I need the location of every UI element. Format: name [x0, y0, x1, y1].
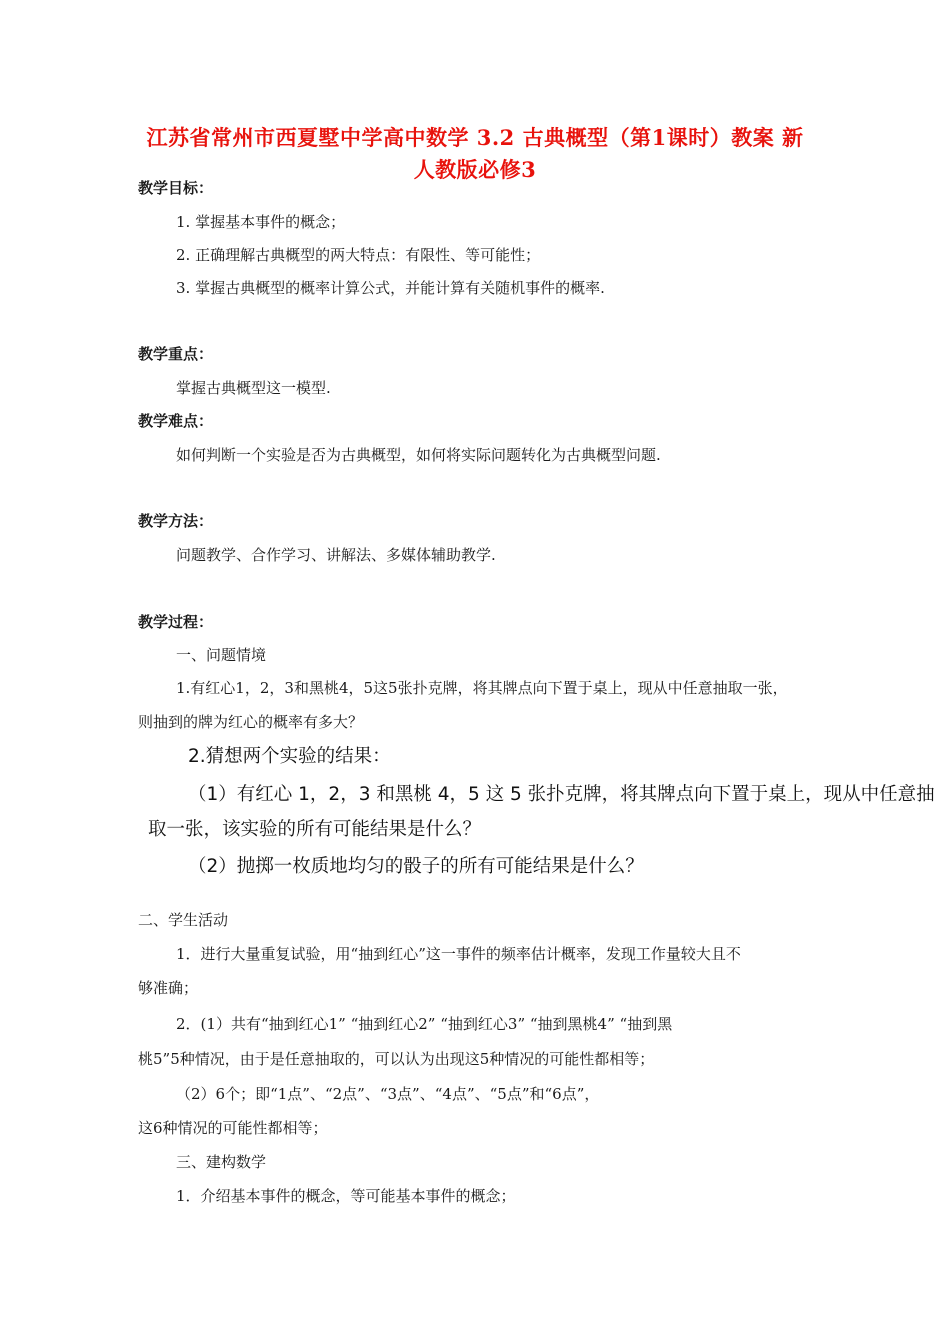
title-line-1: 江苏省常州市西夏墅中学高中数学 3.2 古典概型（第1课时）教案 新	[146, 125, 804, 150]
key-point-text: 掌握古典概型这一模型.	[176, 379, 331, 397]
method-text: 问题教学、合作学习、讲解法、多媒体辅助教学.	[176, 546, 496, 564]
title-line-2: 人教版必修3	[413, 157, 537, 182]
question-text: 则抽到的牌为红心的概率有多大？	[138, 713, 364, 731]
objective-item: 1. 掌握基本事件的概念；	[176, 213, 346, 231]
question-text: （2）抛掷一枚质地均匀的骰子的所有可能结果是什么？	[188, 856, 644, 877]
process-heading: 教学过程：	[138, 613, 214, 631]
objective-item: 3. 掌握古典概型的概率计算公式，并能计算有关随机事件的概率.	[176, 279, 605, 297]
activity-text: 2．(1）共有“抽到红心1” “抽到红心2” “抽到红心3” “抽到黑桃4” “抽到黑	[176, 1015, 673, 1033]
difficulty-text: 如何判断一个实验是否为古典概型，如何将实际问题转化为古典概型问题.	[176, 446, 661, 464]
activity-text: 这6种情况的可能性都相等；	[138, 1119, 328, 1137]
objective-item: 2. 正确理解古典概型的两大特点：有限性、等可能性；	[176, 246, 541, 264]
key-point-heading: 教学重点：	[138, 345, 214, 363]
activity-text: 1．进行大量重复试验，用“抽到红心”这一事件的频率估计概率，发现工作量较大且不	[176, 945, 741, 963]
question-text: （1）有红心 1，2，3 和黑桃 4，5 这 5 张扑克牌，将其牌点向下置于桌上，现从中任意抽	[188, 784, 935, 805]
question-heading: 2.猜想两个实验的结果：	[188, 746, 391, 767]
activity-text: 够准确；	[138, 979, 199, 997]
difficulty-heading: 教学难点：	[138, 412, 214, 430]
document-title	[120, 122, 830, 186]
construct-text: 1．介绍基本事件的概念，等可能基本事件的概念；	[176, 1187, 516, 1205]
section-heading: 一、问题情境	[176, 646, 267, 664]
objectives-heading: 教学目标：	[138, 179, 214, 197]
section-heading: 二、学生活动	[138, 911, 229, 929]
activity-text: 桃5”5种情况，由于是任意抽取的，可以认为出现这5种情况的可能性都相等；	[138, 1050, 655, 1068]
section-heading: 三、建构数学	[176, 1153, 267, 1171]
activity-text: （2）6个；即“1点”、“2点”、“3点”、“4点”、“5点”和“6点”，	[176, 1085, 600, 1103]
question-text: 1.有红心1，2，3和黑桃4，5这5张扑克牌，将其牌点向下置于桌上，现从中任意抽取一张，	[176, 679, 788, 697]
question-text: 取一张，该实验的所有可能结果是什么？	[148, 819, 482, 840]
method-heading: 教学方法：	[138, 512, 214, 530]
